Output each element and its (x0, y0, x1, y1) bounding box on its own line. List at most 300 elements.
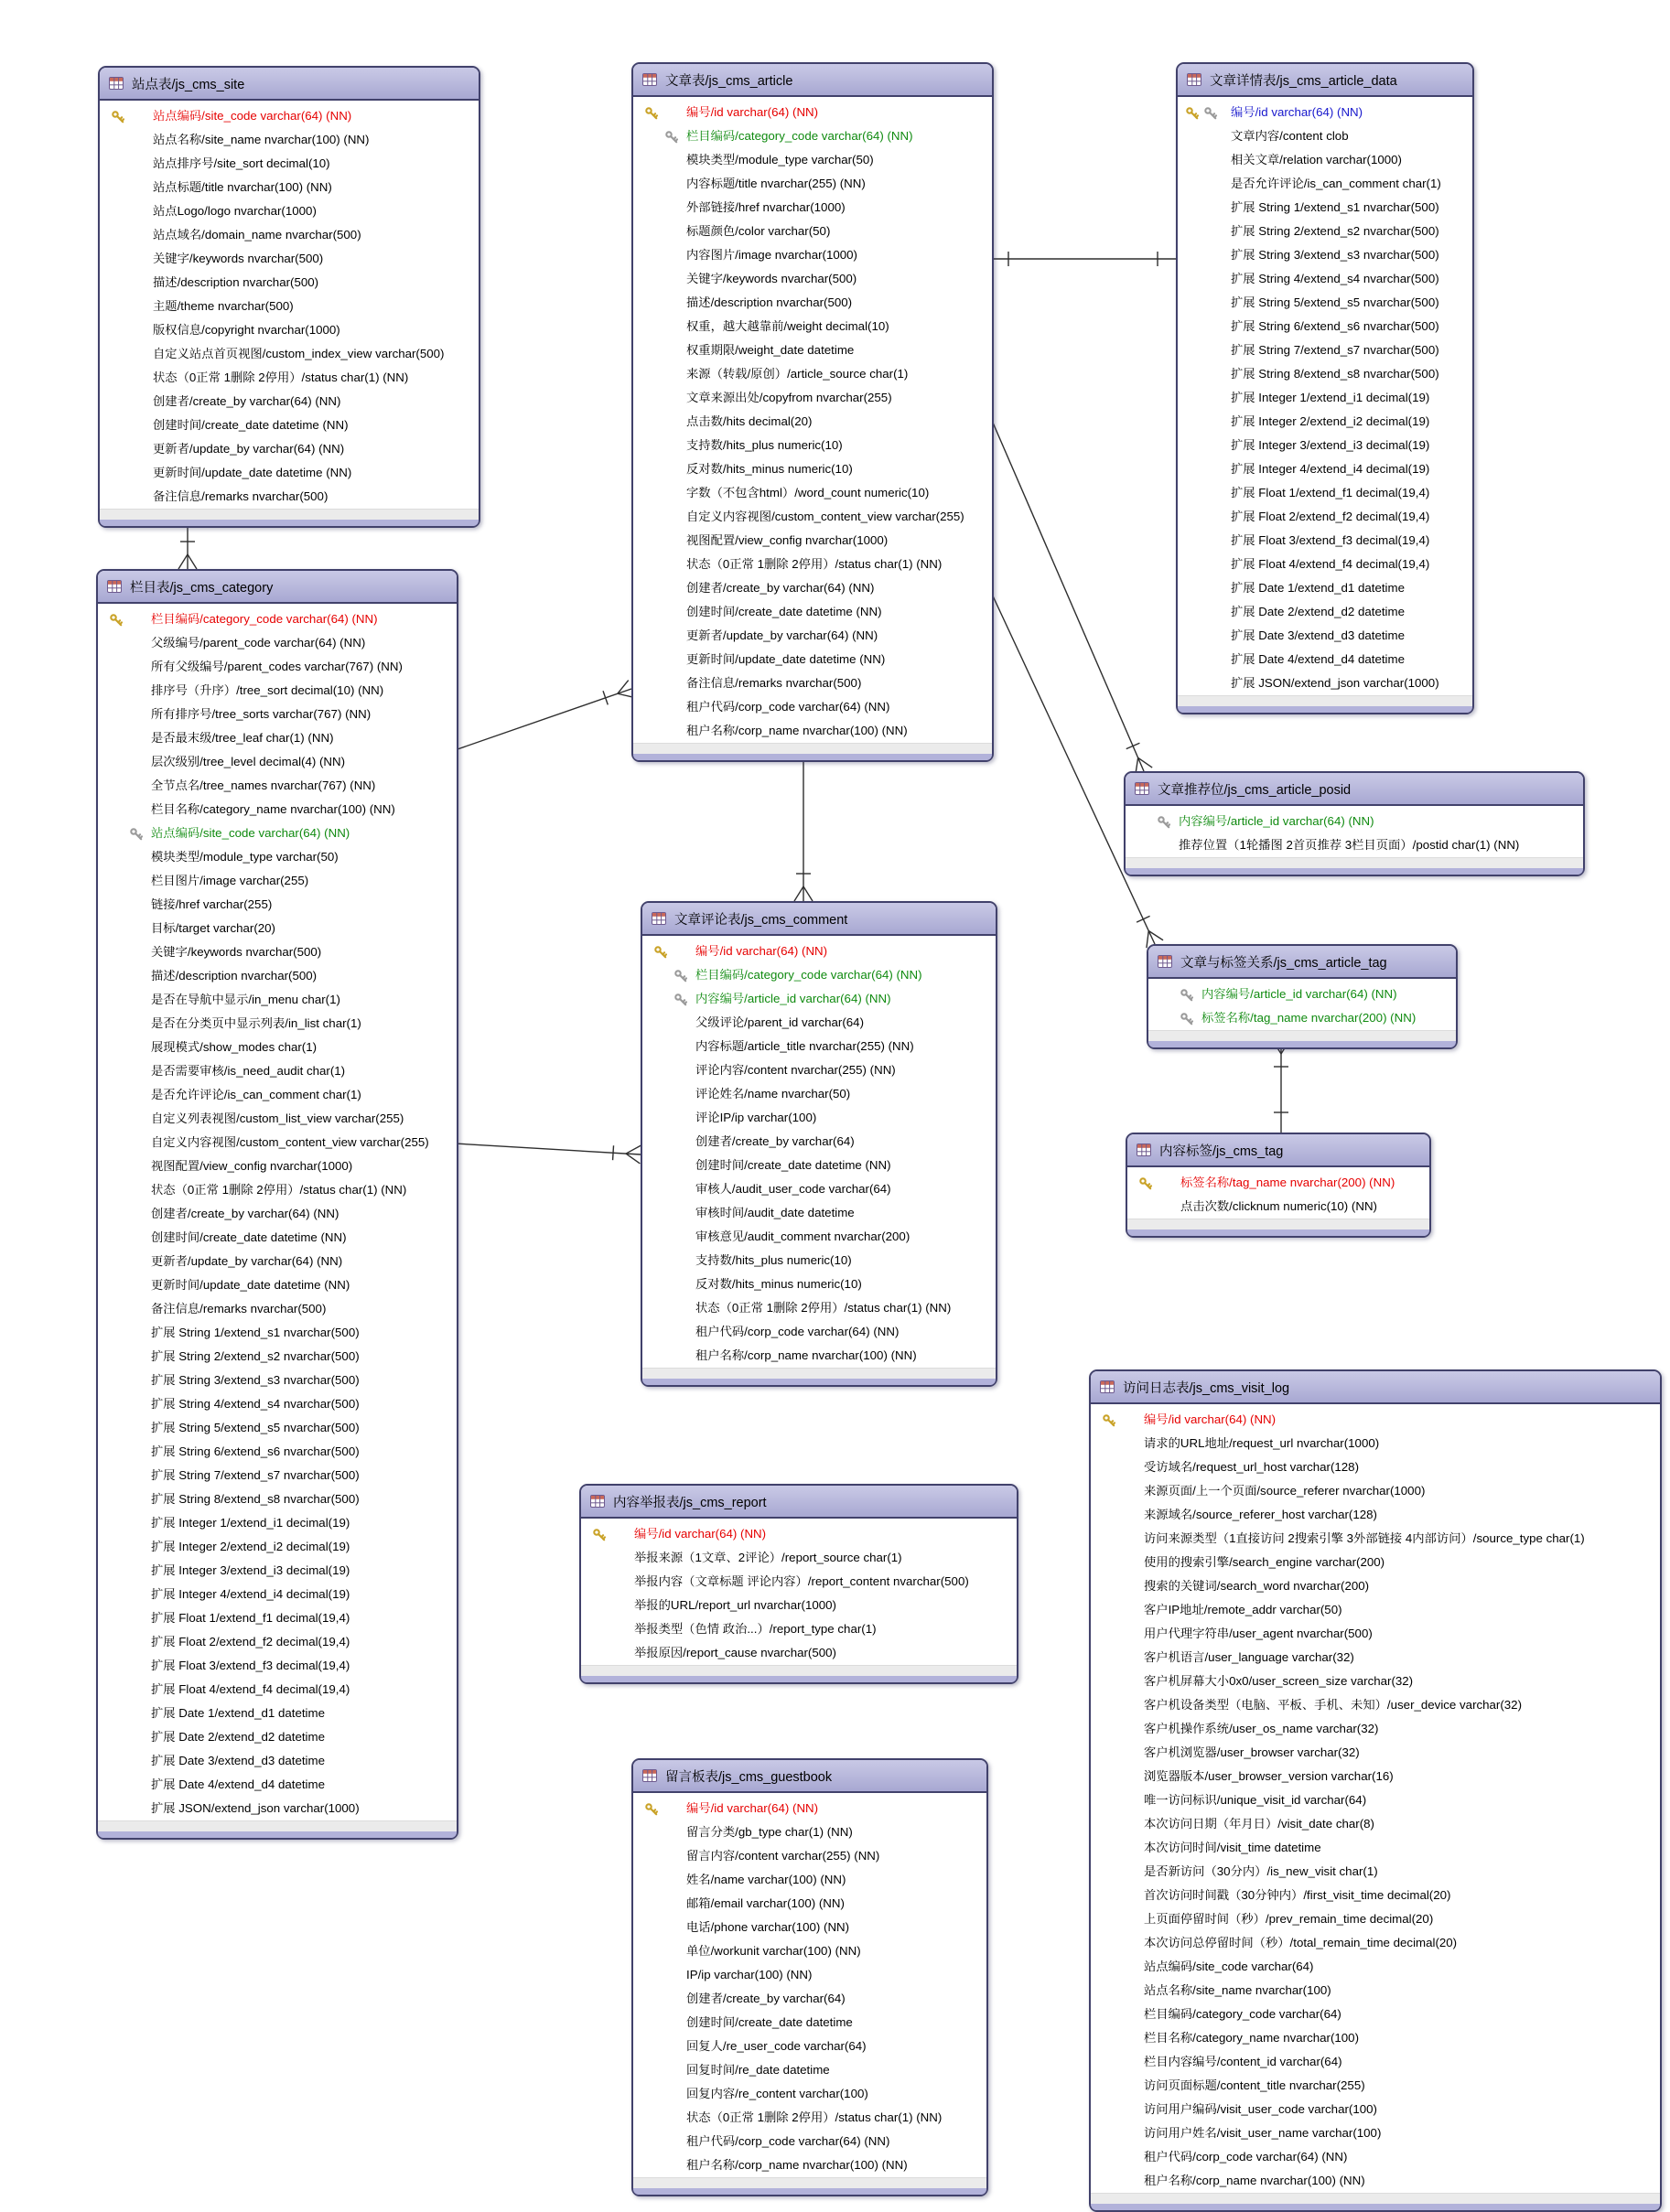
field-row (98, 821, 457, 845)
field-row (1178, 148, 1472, 172)
field-row (98, 1464, 457, 1487)
field-label: 主题/theme nvarchar(500) (153, 299, 294, 313)
field-row (1091, 1551, 1660, 1574)
field-row (1127, 1171, 1429, 1195)
field-row (1091, 1812, 1660, 1836)
field-label: 留言内容/content varchar(255) (NN) (686, 1849, 880, 1863)
primary-key-icon (644, 1801, 659, 1816)
field-row (1178, 267, 1472, 291)
field-label: 举报来源（1文章、2评论）/report_source char(1) (634, 1551, 902, 1564)
field-row (633, 529, 992, 553)
field-row (1091, 1432, 1660, 1455)
field-label: 状态（0正常 1删除 2停用）/status char(1) (NN) (686, 557, 943, 571)
field-row (642, 940, 996, 963)
field-row (633, 172, 992, 196)
field-label: 客户机语言/user_language varchar(32) (1144, 1650, 1354, 1664)
entity-footer (98, 1820, 457, 1831)
field-label: 审核时间/audit_date datetime (695, 1206, 855, 1219)
field-row (633, 410, 992, 434)
table-icon (1137, 1144, 1151, 1156)
field-label: 内容图片/image nvarchar(1000) (686, 248, 857, 262)
field-row (98, 1725, 457, 1749)
entity-table-js_cms_article[interactable] (631, 62, 994, 762)
field-row (633, 2058, 986, 2082)
field-label: 扩展 String 2/extend_s2 nvarchar(500) (1231, 224, 1439, 238)
field-label: 评论内容/content nvarchar(255) (NN) (695, 1063, 896, 1077)
foreign-key-icon (673, 992, 688, 1006)
field-label: 标签名称/tag_name nvarchar(200) (NN) (1180, 1176, 1395, 1189)
field-label: 审核意见/audit_comment nvarchar(200) (695, 1229, 910, 1243)
entity-footer (642, 1368, 996, 1379)
field-label: 备注信息/remarks nvarchar(500) (151, 1302, 327, 1315)
entity-table-js_cms_report[interactable] (579, 1484, 1018, 1684)
entity-header[interactable] (1127, 1134, 1429, 1167)
field-row (98, 1678, 457, 1702)
field-row (642, 1082, 996, 1106)
entity-table-js_cms_tag[interactable] (1126, 1133, 1431, 1238)
entity-bottombar (1148, 1041, 1456, 1047)
field-label: 更新者/update_by varchar(64) (NN) (151, 1254, 343, 1268)
field-row (98, 1487, 457, 1511)
field-label: 模块类型/module_type varchar(50) (151, 850, 339, 864)
field-label: 扩展 Integer 2/extend_i2 decimal(19) (151, 1540, 350, 1553)
entity-bottombar (1178, 706, 1472, 713)
field-row (633, 1892, 986, 1916)
field-row (642, 963, 996, 987)
field-row (98, 1131, 457, 1154)
field-row (100, 437, 479, 461)
field-label: 扩展 Integer 4/extend_i4 decimal(19) (151, 1587, 350, 1601)
field-label: 父级编号/parent_code varchar(64) (NN) (151, 636, 366, 650)
field-label: 文章内容/content clob (1231, 129, 1349, 143)
field-row (98, 1250, 457, 1273)
field-row (98, 1535, 457, 1559)
field-row (642, 1344, 996, 1368)
relationship-line (613, 1145, 614, 1160)
field-label: 访问用户编码/visit_user_code varchar(100) (1144, 2102, 1377, 2116)
field-row (633, 2130, 986, 2153)
field-label: 评论IP/ip varchar(100) (695, 1111, 817, 1124)
entity-table-js_cms_guestbook[interactable] (631, 1758, 988, 2196)
field-label: 站点编码/site_code varchar(64) (NN) (151, 826, 350, 840)
field-label: 扩展 Float 4/extend_f4 decimal(19,4) (151, 1682, 350, 1696)
field-label: 展现模式/show_modes char(1) (151, 1040, 318, 1054)
field-label: 扩展 Integer 1/extend_i1 decimal(19) (1231, 391, 1430, 404)
field-row (98, 1773, 457, 1797)
entity-table-js_cms_visit_log[interactable] (1089, 1369, 1662, 2212)
field-label: 举报类型（色情 政治...）/report_type char(1) (634, 1622, 877, 1636)
entity-header[interactable] (633, 1760, 986, 1793)
relationship-line (626, 1145, 641, 1154)
field-row (98, 1059, 457, 1083)
field-label: 访问页面标题/content_title nvarchar(255) (1144, 2078, 1365, 2092)
field-label: 扩展 Date 2/extend_d2 datetime (151, 1730, 325, 1744)
field-label: 租户名称/corp_name nvarchar(100) (NN) (1144, 2174, 1365, 2187)
field-row (98, 726, 457, 750)
field-label: 创建者/create_by varchar(64) (686, 1992, 846, 2005)
field-label: 内容编号/article_id varchar(64) (NN) (1201, 987, 1397, 1001)
entity-table-js_cms_comment[interactable] (641, 901, 997, 1387)
entity-title: 栏目表/js_cms_category (130, 580, 274, 596)
field-label: 租户名称/corp_name nvarchar(100) (NN) (686, 2158, 908, 2172)
field-label: 姓名/name varchar(100) (NN) (686, 1873, 846, 1886)
table-icon (1158, 955, 1172, 968)
field-label: 标题颜色/color varchar(50) (686, 224, 831, 238)
field-label: 目标/target varchar(20) (151, 921, 275, 935)
field-row (1178, 648, 1472, 671)
field-label: 站点编码/site_code varchar(64) (NN) (153, 109, 352, 123)
field-row (642, 1225, 996, 1249)
field-label: 扩展 Integer 2/extend_i2 decimal(19) (1231, 414, 1430, 428)
entity-header[interactable] (581, 1486, 1017, 1519)
field-row (633, 1963, 986, 1987)
field-row (633, 1820, 986, 1844)
field-label: 扩展 Date 3/extend_d3 datetime (1231, 628, 1405, 642)
field-label: 全节点名/tree_names nvarchar(767) (NN) (151, 778, 376, 792)
field-row (100, 461, 479, 485)
field-row (98, 1392, 457, 1416)
entity-header[interactable] (1148, 946, 1456, 979)
field-label: 扩展 Float 2/extend_f2 decimal(19,4) (151, 1635, 350, 1648)
field-row (633, 2011, 986, 2035)
entity-header[interactable] (642, 903, 996, 936)
foreign-key-icon (673, 968, 688, 983)
field-row (642, 1296, 996, 1320)
field-label: 电话/phone varchar(100) (NN) (686, 1920, 850, 1934)
field-row (581, 1570, 1017, 1594)
field-label: 栏目编码/category_code varchar(64) (1144, 2007, 1341, 2021)
field-label: 扩展 String 3/extend_s3 nvarchar(500) (151, 1373, 360, 1387)
field-label: 所有父级编号/parent_codes varchar(767) (NN) (151, 660, 403, 673)
relationship-line (178, 554, 188, 569)
field-label: 父级评论/parent_id varchar(64) (695, 1015, 865, 1029)
field-label: 举报的URL/report_url nvarchar(1000) (634, 1598, 836, 1612)
table-icon (642, 73, 657, 86)
field-row (633, 505, 992, 529)
field-label: 内容标题/title nvarchar(255) (NN) (686, 177, 866, 190)
field-label: 扩展 String 2/extend_s2 nvarchar(500) (151, 1349, 360, 1363)
entity-header[interactable] (633, 64, 992, 97)
field-label: 字数（不包含html）/word_count numeric(10) (686, 486, 930, 499)
field-label: 创建者/create_by varchar(64) (695, 1134, 855, 1148)
field-row (633, 1868, 986, 1892)
entity-table-js_cms_article_tag[interactable] (1147, 944, 1458, 1049)
field-label: 内容标题/article_title nvarchar(255) (NN) (695, 1039, 914, 1053)
field-label: 标签名称/tag_name nvarchar(200) (NN) (1201, 1011, 1417, 1025)
field-row (642, 1011, 996, 1035)
relationship-line (990, 590, 1155, 944)
primary-key-icon (592, 1527, 607, 1541)
entity-bottombar (633, 2188, 986, 2195)
field-row (633, 1939, 986, 1963)
field-row (633, 553, 992, 576)
field-label: 所有排序号/tree_sorts varchar(767) (NN) (151, 707, 372, 721)
field-row (98, 655, 457, 679)
field-row (633, 1844, 986, 1868)
field-row (1091, 1693, 1660, 1717)
table-icon (1100, 1380, 1115, 1393)
field-label: 来源（转载/原创）/article_source char(1) (686, 367, 909, 381)
entity-footer (1091, 2193, 1660, 2204)
field-row (98, 1036, 457, 1059)
field-label: 描述/description nvarchar(500) (686, 295, 853, 309)
field-row (1091, 1527, 1660, 1551)
entity-title: 文章表/js_cms_article (665, 73, 793, 89)
field-label: 点击次数/clicknum numeric(10) (NN) (1180, 1199, 1377, 1213)
field-row (1178, 338, 1472, 362)
relationship-line (803, 886, 813, 901)
field-row (100, 366, 479, 390)
field-label: 租户名称/corp_name nvarchar(100) (NN) (686, 724, 908, 737)
field-row (1178, 600, 1472, 624)
field-label: 文章来源出处/copyfrom nvarchar(255) (686, 391, 892, 404)
field-label: 扩展 JSON/extend_json varchar(1000) (1231, 676, 1439, 690)
field-row (642, 1106, 996, 1130)
field-label: 视图配置/view_config nvarchar(1000) (151, 1159, 353, 1173)
field-label: 扩展 Integer 3/extend_i3 decimal(19) (1231, 438, 1430, 452)
field-label: 扩展 String 7/extend_s7 nvarchar(500) (1231, 343, 1439, 357)
relationship-line (1137, 916, 1150, 922)
field-row (581, 1617, 1017, 1641)
field-row (633, 243, 992, 267)
field-row (98, 869, 457, 893)
table-icon (642, 1769, 657, 1782)
field-row (633, 481, 992, 505)
field-label: 描述/description nvarchar(500) (153, 275, 319, 289)
entity-header[interactable] (1126, 773, 1583, 806)
field-label: 外部链接/href nvarchar(1000) (686, 200, 846, 214)
field-row (1091, 2050, 1660, 2074)
field-label: 租户名称/corp_name nvarchar(100) (NN) (695, 1348, 917, 1362)
field-row (1178, 315, 1472, 338)
field-label: 是否在分类页中显示列表/in_list char(1) (151, 1016, 361, 1030)
entity-footer (633, 743, 992, 754)
field-row (642, 1201, 996, 1225)
primary-key-icon (1185, 105, 1200, 120)
field-label: 扩展 Float 1/extend_f1 decimal(19,4) (151, 1611, 350, 1625)
field-label: 编号/id varchar(64) (NN) (686, 1801, 819, 1815)
field-row (98, 1178, 457, 1202)
field-row (98, 1297, 457, 1321)
field-label: 内容编号/article_id varchar(64) (NN) (1179, 814, 1374, 828)
entity-title: 内容标签/js_cms_tag (1159, 1144, 1284, 1159)
field-row (100, 390, 479, 413)
field-row (1091, 2026, 1660, 2050)
field-row (1178, 386, 1472, 410)
field-label: 客户机浏览器/user_browser varchar(32) (1144, 1745, 1360, 1759)
entity-header[interactable] (98, 571, 457, 604)
field-label: 创建者/create_by varchar(64) (NN) (151, 1207, 339, 1220)
entity-title: 文章推荐位/js_cms_article_posid (1158, 782, 1352, 798)
field-label: 更新时间/update_date datetime (NN) (151, 1278, 350, 1292)
field-label: 反对数/hits_minus numeric(10) (695, 1277, 862, 1291)
entity-bottombar (1126, 868, 1583, 875)
entity-footer (581, 1665, 1017, 1676)
field-label: 扩展 Float 4/extend_f4 decimal(19,4) (1231, 557, 1430, 571)
foreign-key-icon (129, 826, 144, 841)
foreign-key-icon (664, 129, 679, 144)
foreign-key-icon (1203, 105, 1218, 120)
entity-table-js_cms_category[interactable] (96, 569, 458, 1840)
foreign-key-icon (1157, 814, 1171, 829)
field-row (1091, 1836, 1660, 1860)
field-row (1091, 1622, 1660, 1646)
field-row (98, 964, 457, 988)
foreign-key-icon (1180, 1011, 1194, 1025)
field-row (1178, 481, 1472, 505)
field-label: 描述/description nvarchar(500) (151, 969, 318, 983)
field-row (642, 1130, 996, 1154)
field-label: 创建者/create_by varchar(64) (NN) (153, 394, 341, 408)
entity-table-js_cms_article_data[interactable] (1176, 62, 1474, 714)
field-row (98, 774, 457, 798)
field-row (1091, 1503, 1660, 1527)
field-row (100, 104, 479, 128)
field-row (633, 291, 992, 315)
entity-bottombar (581, 1676, 1017, 1682)
field-label: 是否新访问（30分内）/is_new_visit char(1) (1144, 1864, 1378, 1878)
field-label: 扩展 String 6/extend_s6 nvarchar(500) (151, 1444, 360, 1458)
field-row (1178, 624, 1472, 648)
field-row (633, 648, 992, 671)
field-row (1091, 1979, 1660, 2003)
relationship-line (188, 554, 197, 569)
field-label: 栏目图片/image varchar(255) (151, 874, 309, 887)
field-label: 扩展 Float 2/extend_f2 decimal(19,4) (1231, 510, 1430, 523)
field-label: 留言分类/gb_type char(1) (NN) (686, 1825, 853, 1839)
field-row (633, 220, 992, 243)
field-label: 层次级别/tree_level decimal(4) (NN) (151, 755, 346, 768)
field-row (1091, 1479, 1660, 1503)
entity-table-js_cms_article_posid[interactable] (1124, 771, 1585, 876)
field-row (98, 1273, 457, 1297)
field-row (1091, 2074, 1660, 2098)
field-label: 相关文章/relation varchar(1000) (1231, 153, 1402, 166)
field-row (642, 987, 996, 1011)
entity-bottombar (633, 754, 992, 760)
entity-title: 文章评论表/js_cms_comment (674, 912, 848, 928)
field-label: 举报原因/report_cause nvarchar(500) (634, 1646, 836, 1659)
field-label: IP/ip varchar(100) (NN) (686, 1968, 813, 1981)
field-label: 编号/id varchar(64) (NN) (686, 105, 819, 119)
field-row (633, 2153, 986, 2177)
field-row (642, 1154, 996, 1177)
field-row (98, 1606, 457, 1630)
field-label: 状态（0正常 1删除 2停用）/status char(1) (NN) (151, 1183, 407, 1197)
field-row (642, 1058, 996, 1082)
field-row (1091, 1955, 1660, 1979)
field-label: 是否允许评论/is_can_comment char(1) (151, 1088, 361, 1101)
field-row (633, 1916, 986, 1939)
field-row (642, 1035, 996, 1058)
entity-table-js_cms_site[interactable] (98, 66, 480, 528)
field-row (98, 1369, 457, 1392)
field-label: 访问来源类型（1直接访问 2搜索引擎 3外部链接 4内部访问）/source_type char(1) (1144, 1531, 1585, 1545)
field-row (98, 679, 457, 703)
field-row (98, 798, 457, 821)
primary-key-icon (644, 105, 659, 120)
field-label: 自定义内容视图/custom_content_view varchar(255) (151, 1135, 429, 1149)
field-label: 扩展 Date 1/extend_d1 datetime (151, 1706, 325, 1720)
field-row (98, 1416, 457, 1440)
field-row (633, 2035, 986, 2058)
field-row (633, 576, 992, 600)
entity-header[interactable] (100, 68, 479, 101)
field-row (100, 485, 479, 509)
field-label: 栏目编码/category_code varchar(64) (NN) (151, 612, 378, 626)
field-row (633, 267, 992, 291)
field-row (100, 247, 479, 271)
entity-header[interactable] (1178, 64, 1472, 97)
field-label: 站点名称/site_name nvarchar(100) (NN) (153, 133, 370, 146)
entity-header[interactable] (1091, 1371, 1660, 1404)
field-label: 扩展 String 3/extend_s3 nvarchar(500) (1231, 248, 1439, 262)
field-label: 扩展 String 5/extend_s5 nvarchar(500) (151, 1421, 360, 1434)
entity-bottombar (642, 1379, 996, 1385)
field-label: 邮箱/email varchar(100) (NN) (686, 1896, 845, 1910)
field-label: 客户机屏幕大小0x0/user_screen_size varchar(32) (1144, 1674, 1414, 1688)
field-label: 评论姓名/name nvarchar(50) (695, 1087, 851, 1101)
field-label: 首次访问时间戳（30分钟内）/first_visit_time decimal(20) (1144, 1888, 1451, 1902)
field-row (633, 148, 992, 172)
relationship-line (794, 886, 803, 901)
field-label: 扩展 Date 1/extend_d1 datetime (1231, 581, 1405, 595)
field-row (642, 1177, 996, 1201)
field-row (100, 271, 479, 295)
field-label: 关键字/keywords nvarchar(500) (151, 945, 322, 959)
field-label: 版权信息/copyright nvarchar(1000) (153, 323, 340, 337)
field-label: 扩展 String 4/extend_s4 nvarchar(500) (151, 1397, 360, 1411)
field-label: 扩展 String 1/extend_s1 nvarchar(500) (151, 1326, 360, 1339)
field-row (98, 607, 457, 631)
field-label: 排序号（升序）/tree_sort decimal(10) (NN) (151, 683, 384, 697)
field-label: 扩展 String 4/extend_s4 nvarchar(500) (1231, 272, 1439, 285)
field-label: 自定义站点首页视图/custom_index_view varchar(500) (153, 347, 445, 360)
field-row (633, 600, 992, 624)
field-row (642, 1272, 996, 1296)
entity-footer (1178, 695, 1472, 706)
field-row (98, 917, 457, 940)
table-icon (1135, 782, 1149, 795)
field-label: 创建时间/create_date datetime (NN) (151, 1230, 347, 1244)
field-row (1178, 101, 1472, 124)
field-label: 内容编号/article_id varchar(64) (NN) (695, 992, 891, 1005)
field-label: 反对数/hits_minus numeric(10) (686, 462, 853, 476)
field-row (1178, 553, 1472, 576)
field-label: 站点编码/site_code varchar(64) (1144, 1960, 1314, 1973)
primary-key-icon (109, 612, 124, 627)
table-icon (107, 580, 122, 593)
field-label: 本次访问时间/visit_time datetime (1144, 1841, 1321, 1854)
field-row (642, 1249, 996, 1272)
field-label: 租户代码/corp_code varchar(64) (NN) (695, 1325, 900, 1338)
field-row (1091, 1788, 1660, 1812)
field-row (1091, 1670, 1660, 1693)
field-row (100, 342, 479, 366)
field-label: 编号/id varchar(64) (NN) (1144, 1412, 1277, 1426)
field-row (98, 1226, 457, 1250)
field-label: 扩展 Float 1/extend_f1 decimal(19,4) (1231, 486, 1430, 499)
field-row (98, 1702, 457, 1725)
entity-bottombar (1127, 1229, 1429, 1236)
field-label: 受访域名/request_url_host varchar(128) (1144, 1460, 1360, 1474)
primary-key-icon (1138, 1176, 1153, 1190)
field-row (633, 101, 992, 124)
field-label: 支持数/hits_plus numeric(10) (686, 438, 843, 452)
field-label: 扩展 Integer 1/extend_i1 decimal(19) (151, 1516, 350, 1530)
field-row (633, 196, 992, 220)
field-row (581, 1594, 1017, 1617)
